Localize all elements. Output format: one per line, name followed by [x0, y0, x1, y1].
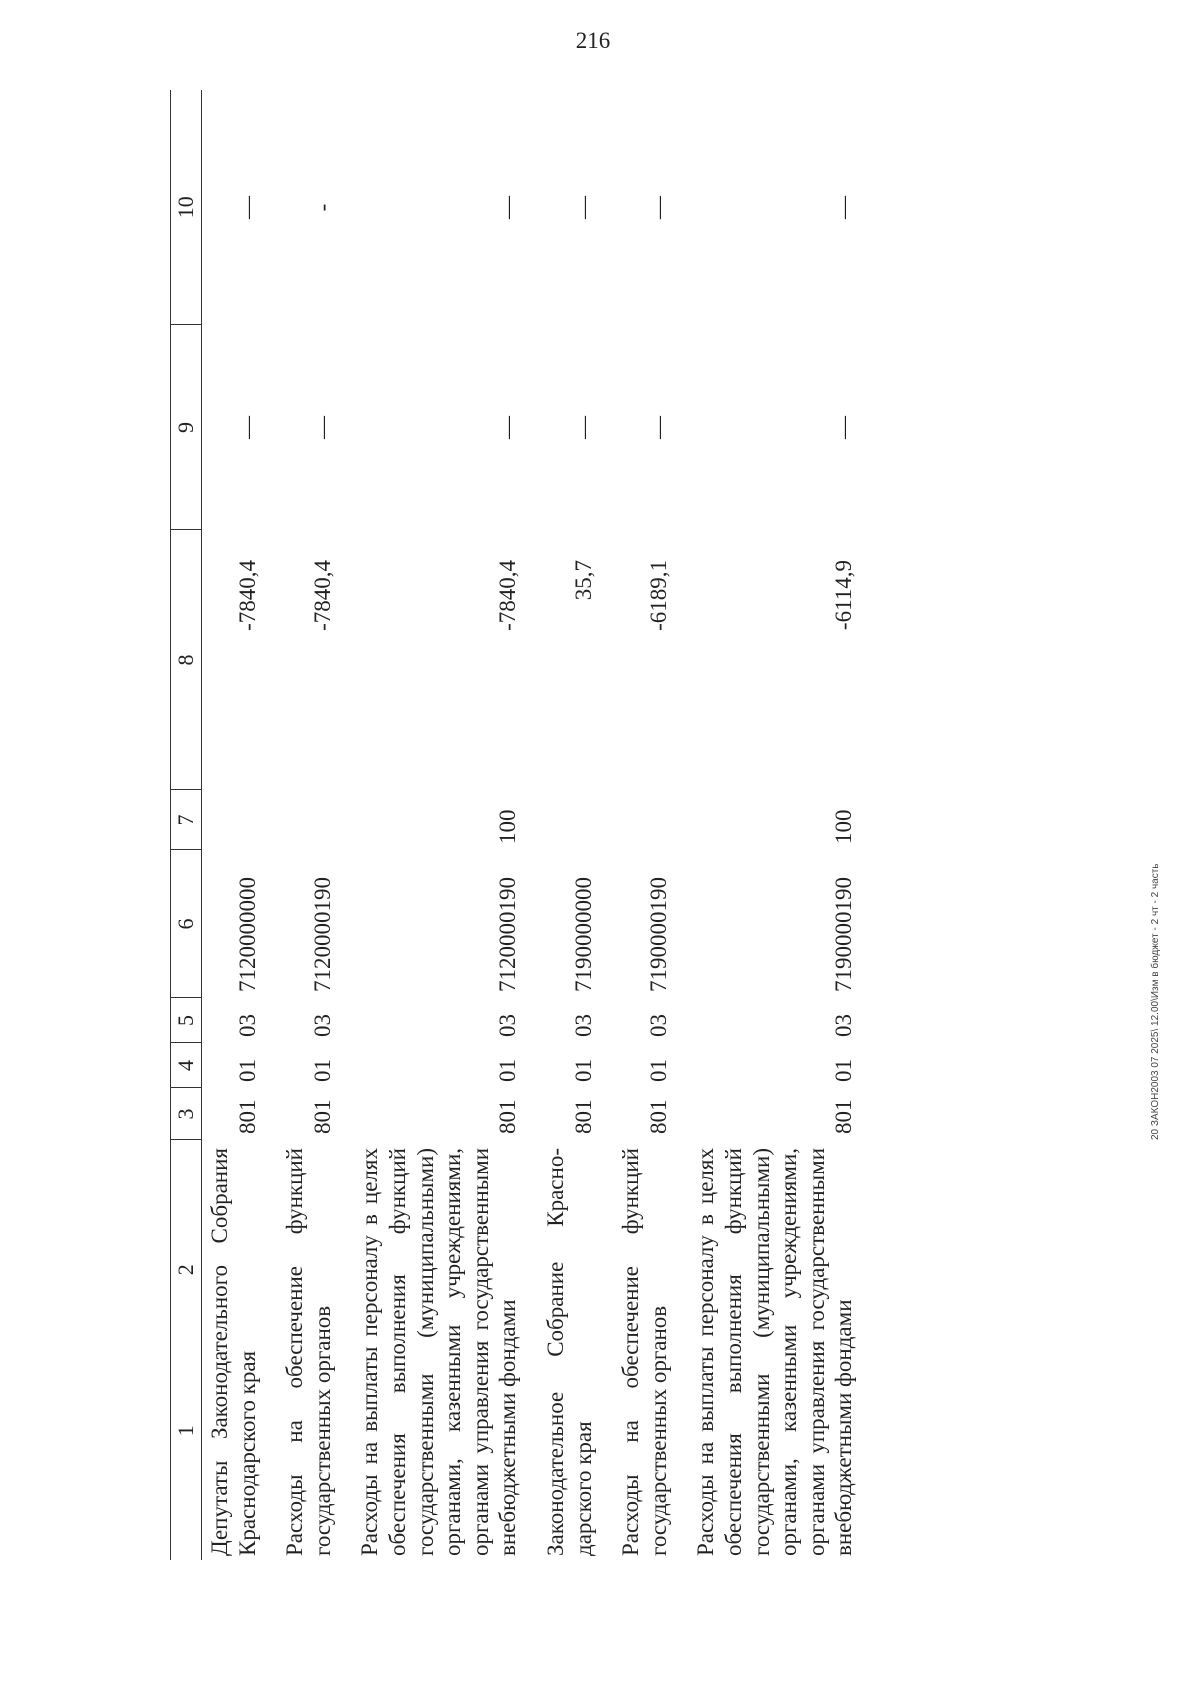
- row-pr: 03: [495, 1014, 521, 1037]
- table-row: [522, 90, 597, 1560]
- row-csr: 7120000000: [234, 877, 260, 992]
- col-header-5: 5: [171, 998, 202, 1043]
- col-header-1: 12: [171, 1140, 202, 1560]
- row-ved: 801: [570, 1099, 596, 1134]
- row-csr: 7120000190: [309, 877, 335, 992]
- page-number: 216: [575, 28, 611, 53]
- row-rz: 01: [495, 1059, 521, 1082]
- table-row: [336, 90, 522, 1560]
- row-amount: -7840,4: [495, 560, 521, 631]
- col-header-4: 4: [171, 1043, 202, 1088]
- row-col9: —: [495, 416, 521, 439]
- row-csr: 7190000190: [831, 877, 857, 992]
- table-header-row: [171, 90, 202, 1560]
- row-col9: —: [831, 416, 857, 439]
- row-csr: 7190000190: [645, 877, 671, 992]
- row-vr: 100: [831, 809, 857, 844]
- col-header-9: 9: [171, 325, 202, 530]
- row-col10: —: [570, 196, 596, 219]
- row-name: Законодательное Собрание Краснодарского края: [542, 1148, 596, 1556]
- row-name: Расходы на обеспечение функций государственных органов: [618, 1148, 671, 1556]
- col-header-10: 10: [171, 90, 202, 325]
- row-col9: —: [234, 416, 260, 439]
- row-ved: 801: [495, 1099, 521, 1134]
- table-row: [597, 90, 672, 1560]
- row-name: Расходы на выплаты персоналу в целях обеспечения выполнения функций государственными (муниципальными) органами, казенными учреждениями, органами управления государственными внебюджетными фондами: [357, 1148, 521, 1556]
- col-header-8: 8: [171, 530, 202, 790]
- row-col9: —: [645, 416, 671, 439]
- row-col10: —: [495, 196, 521, 219]
- row-name: Расходы на выплаты персоналу в целях обеспечения выполнения функций государственными (муниципальными) органами, казенными учреждениями, органами управления государственными внебюджетными фондами: [693, 1148, 857, 1556]
- row-vr: [202, 790, 262, 850]
- row-pr: 03: [831, 1014, 857, 1037]
- row-vr: [522, 790, 597, 850]
- row-ved: 801: [234, 1099, 260, 1134]
- row-col9: —: [570, 416, 596, 439]
- table-row: [202, 90, 262, 1560]
- row-ved: 801: [309, 1099, 335, 1134]
- row-rz: 01: [309, 1059, 335, 1082]
- row-name: Расходы на обеспечение функций государственных органов: [282, 1148, 335, 1556]
- row-amount: -7840,4: [234, 560, 260, 631]
- row-col10: —: [645, 196, 671, 219]
- row-col10: -: [309, 203, 335, 212]
- row-pr: 03: [645, 1014, 671, 1037]
- budget-table: [170, 90, 858, 1560]
- row-pr: 03: [570, 1014, 596, 1037]
- footer-file-path: 20 ЗАКОН2003 07 2025\ 12.00\Изм в бюджет - 2 чт - 2 часть: [1150, 863, 1161, 1140]
- row-csr: 7120000190: [495, 877, 521, 992]
- row-vr: [261, 790, 336, 850]
- row-rz: 01: [645, 1059, 671, 1082]
- row-vr: [597, 790, 672, 850]
- row-name: Депутаты Законодательного Собрания Краснодарского края: [207, 1148, 260, 1556]
- row-amount: 35,7: [570, 560, 596, 601]
- col-header-6: 6: [171, 850, 202, 998]
- row-col10: —: [831, 196, 857, 219]
- row-ved: 801: [645, 1099, 671, 1134]
- row-pr: 03: [309, 1014, 335, 1037]
- table-row: [261, 90, 336, 1560]
- row-col9: —: [309, 416, 335, 439]
- col-header-7: 7: [171, 790, 202, 850]
- row-amount: -7840,4: [309, 560, 335, 631]
- row-col10: —: [234, 196, 260, 219]
- row-ved: 801: [831, 1099, 857, 1134]
- row-csr: 7190000000: [570, 877, 596, 992]
- row-rz: 01: [831, 1059, 857, 1082]
- row-amount: -6189,1: [645, 560, 671, 631]
- row-vr: 100: [495, 809, 521, 844]
- rotated-table-container: [170, 90, 1090, 1560]
- row-rz: 01: [234, 1059, 260, 1082]
- row-rz: 01: [570, 1059, 596, 1082]
- row-amount: -6114,9: [831, 560, 857, 631]
- col-header-3: 3: [171, 1088, 202, 1140]
- table-row: [672, 90, 858, 1560]
- row-pr: 03: [234, 1014, 260, 1037]
